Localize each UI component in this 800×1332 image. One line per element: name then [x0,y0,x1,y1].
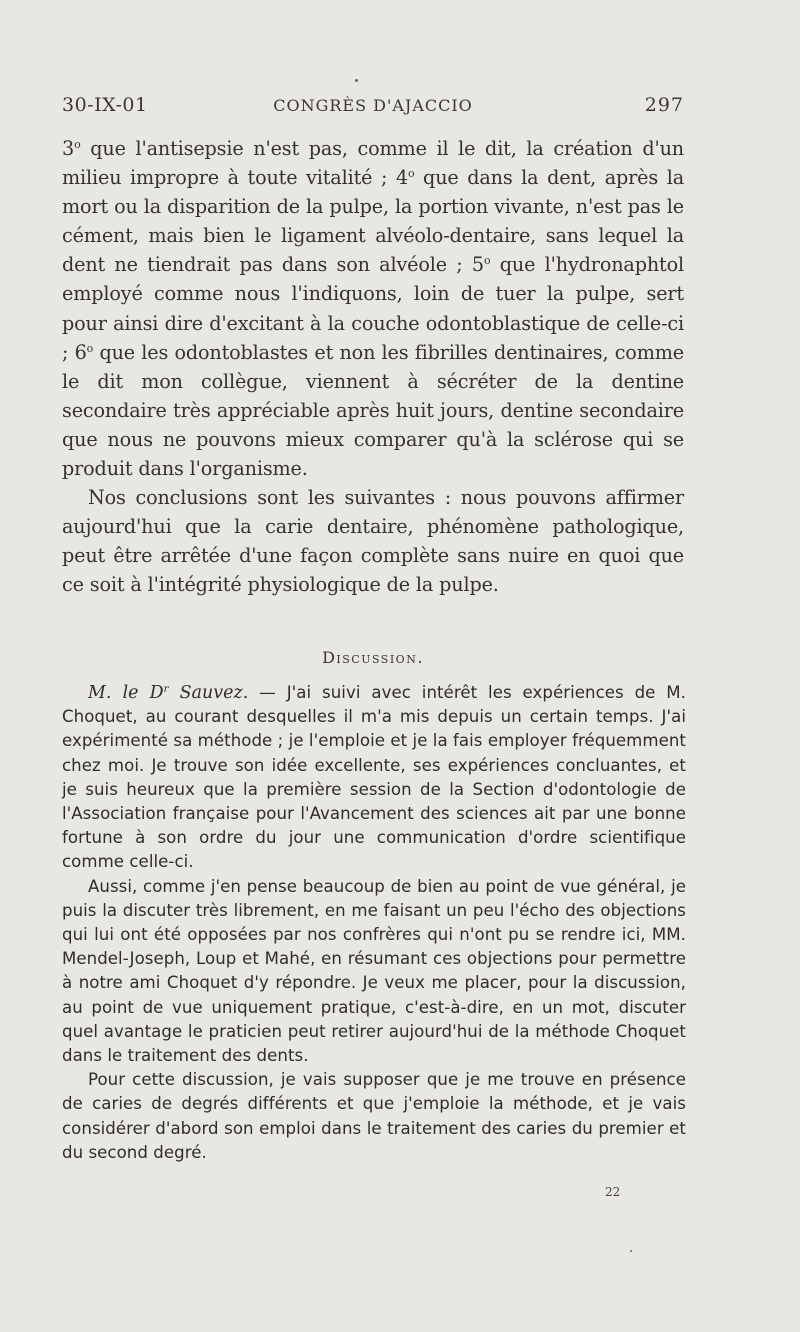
discussion-paragraph-1: M. le $D^r$ Sauvez. — J'ai suivi avec intérêt les expériences de M. Choquet, au courant desquelles il m'a mis depuis un certain temps. J'ai expérimenté sa méthode ; je l'emploie et je la fais employer fréquemment chez moi. Je trouve son idée excellente, ses expériences concluantes, et je suis heureux que la première session de la Section d'odontologie de l'Association française pour l'Avancement des sciences ait par une bonne fortune à son ordre du jour une communication d'ordre scientifique comme celle-ci. [62,683,687,872]
speaker-name: M. le $D^r$ Sauvez. [88,683,249,703]
conclusions-paragraph: Nos conclusions sont les suivantes : nous pouvons affirmer aujourd'hui que la carie dentaire, phénomène pathologique, peut être arrêtée d'une façon complète sans nuire en quoi que ce soit à l'intégrité physiologique de la pulpe. [62,486,684,597]
discussion-paragraph-2: Aussi, comme j'en pense beaucoup de bien au point de vue général, je puis la discuter très librement, en me faisant un peu l'écho des objections qui lui ont été opposées par nos confrères qui n'ont pu se rendre ici, MM. Mendel-Joseph, Loup et Mahé, en résumant ces objections pour permettre à notre ami Choquet d'y répondre. Je veux me placer, pour la discussion, au point de vue uniquement pratique, c'est-à-dire, en un mot, discuter quel avantage le praticien peut retirer aujourd'hui de la méthode Choquet dans le traitement des dents. [62,876,686,1066]
discussion-paragraph-3: Pour cette discussion, je vais supposer que je me trouve en présence de caries de degrés différents et que j'emploie la méthode, et je vais considérer d'abord son emploi dans le traitement des caries du premier et du second degré. [62,1070,686,1162]
header-title: CONGRÈS D'AJACCIO [273,96,473,115]
discussion-text [62,681,686,1165]
header-date: 30-IX-01 [62,94,148,116]
section-heading: Discussion. [322,648,424,667]
conclusion-points-paragraph: 3$^o$ que l'antisepsie n'est pas, comme il le dit, la création d'un milieu impropre à toute vitalité ; 4$^o$ que dans la dent, après la mort ou la disparition de la pulpe, la portion vivante, n'est pas le cément, mais bien le ligament alvéolo-dentaire, sans lequel la dent ne tiendrait pas dans son alvéole ; 5$^o$ que l'hydronaphtol employé comme nous l'indiquons, loin de tuer la pulpe, sert pour ainsi dire d'excitant à la couche odontoblastique de celle-ci ; 6$^o$ que les odontoblastes et non les fibrilles dentinaires, comme le dit mon collègue, viennent à sécréter de la dentine secondaire très appréciable après huit jours, dentine secondaire que nous ne pouvons mieux comparer qu'à la sclérose qui se produit dans l'organisme. [62,137,685,481]
signature-mark: 22 [605,1185,621,1199]
print-speck [355,79,358,82]
main-text [62,134,684,600]
running-header [62,94,684,120]
page-number: 297 [644,94,684,116]
print-speck [630,1250,632,1252]
